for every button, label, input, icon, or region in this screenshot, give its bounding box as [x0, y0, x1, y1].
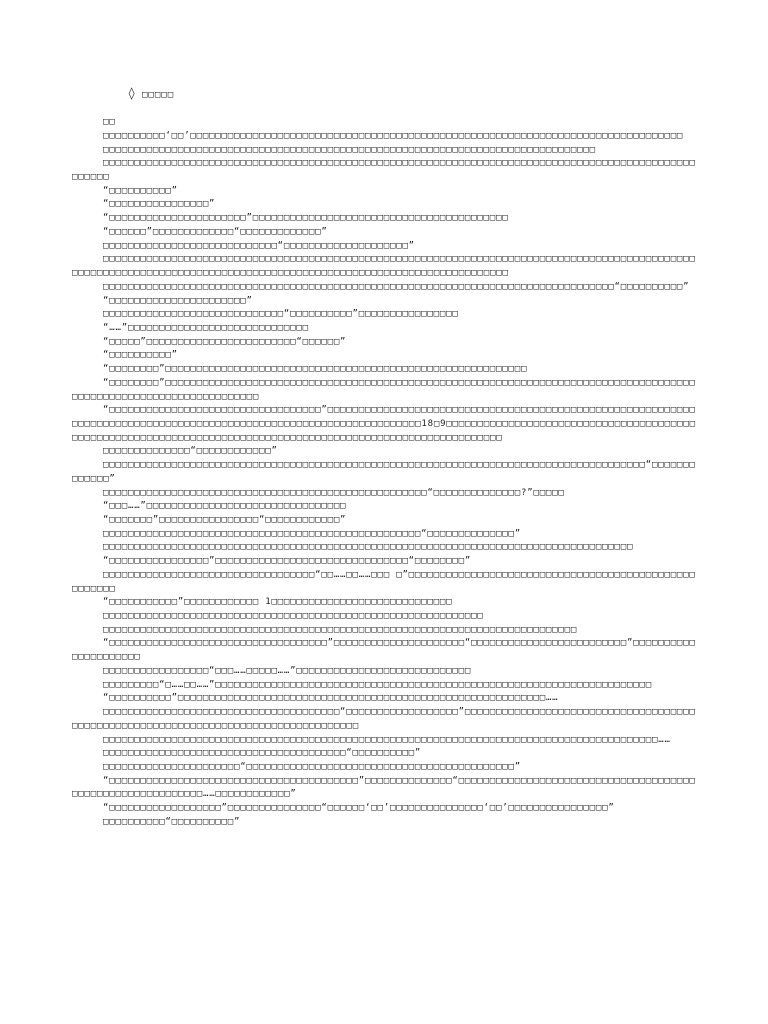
paragraph: □□□□□□□□□□□□□□□□□□□□□□□□□□□□□□□□□□□□□□□□□□□□□□□□□□□□□□□□□□□□□□□□□□□□□□□□□□□□□□□□□□□□□□□□□□□□□□□□□□□□□: [72, 158, 696, 183]
paragraph: □□□□□□□□□□□□□□□□□□□□□□□□□□□□□□□□□□□□□□□□□□□□□□□□□□□□□□□□□□□□□□□□□□□□□□□□□□□□□□□: [103, 144, 596, 155]
paragraph: “□□□□□□□”□□□□□□□□□□□□□□□□“□□□□□□□□□□□□”: [103, 515, 347, 525]
paragraph: □□□□□□□□□□‘□□’□□□□□□□□□□□□□□□□□□□□□□□□□□□□□□□□□□□□□□□□□□□□□□□□□□□□□□□□□□□□□□□□□□□□□□□□□□□□□□□: [103, 130, 684, 141]
paragraph: □□□□□□□□□□□□□□□□□□□□□□□□□□□□□□□□□□□□□□□□□□□□□□□□□□□□□□□□□□□□□□□□□□□□□□□□□□□□□□□□□□□□□□□□□……: [103, 734, 671, 745]
paragraph: □□□□□□□□□□□□□□□□□□□□□□□□□□□□□□□□□□□□□□□□□□□□□□□□□□□□□□□□□□□□□□□□□□□□□□□□□□□□: [103, 624, 578, 635]
diamond-icon: ◊: [127, 85, 137, 100]
paragraph: □□□□□□□□□□□□□□□□□□□□□□□□□□□□□□□□□□□□□□□□□□□□□□□□□□□□“□□□□□□□□□□□□□□?”□□□□□: [103, 487, 565, 498]
paragraph: “□□□□□□□□□□□□□□□□□□□□□□□□□□□□□□□□□□□□□□□□”□□□□□□□□□□□□□□“□□□□□□□□□□□□□□□□□□□□□□□□□□□□□□□□□□□□□□□□□□□□□□□□□□□□□□□□□□□……□□□□□□□□□□□□”: [72, 775, 696, 800]
paragraph: “□□□□□□□□□□□□□□□□□□□□□□”: [103, 295, 253, 306]
paragraph: □□□□□□□□□□□□□□□□□□□□□□□□□□□□□□□□□□□□□□□□□□□□□□□□□□□□□□□□□□□□□□□□□□□□□□□□□□□□□□□□□□“□□□□□□□□□□”: [103, 281, 690, 292]
paragraph: “□□□□□□□□□□□□□□□□”□□□□□□□□□□□□□□□□□□□□□□□□□□□□□□□“□□□□□□□□”: [103, 556, 472, 567]
paragraph: □□: [103, 117, 116, 128]
paragraph: □□□□□□□□□□□□□□“□□□□□□□□□□□□”: [103, 446, 278, 457]
paragraph: □□□□□□□□□□□□□□□□□□□□□□□□□□□□□“□□□□□□□□□□”□□□□□□□□□□□□□□□□: [103, 309, 459, 320]
paragraph-list: [72, 116, 698, 829]
paragraph: □□□□□□□□□“□……□□……”□□□□□□□□□□□□□□□□□□□□□□□□□□□□□□□□□□□□□□□□□□□□□□□□□□□□□□□□□□□□□□□□□□□□□□: [103, 679, 652, 690]
paragraph: “□□□□□□□□□□”: [103, 350, 178, 361]
paragraph: “□□□□□□□□□□”: [103, 185, 178, 196]
paragraph: □□□□□□□□□□□□□□□□□“□□□……□□□□□……”□□□□□□□□□□□□□□□□□□□□□□□□□□□□: [103, 665, 472, 676]
paragraph: “□□□□□”□□□□□□□□□□□□□□□□□□□□□□□□“□□□□□□”: [103, 336, 347, 347]
header-mark: □□□□□: [142, 89, 175, 100]
paragraph: □□□□□□□□□□□□□□□□□□□□□□□□□□□□□□□□□□“□□……□□……□□□ □”□□□□□□□□□□□□□□□□□□□□□□□□□□□□□□□□□□□□□□□□□□□□□□□□□□□□□: [72, 569, 696, 594]
paragraph: “□□□□□□”□□□□□□□□□□□□□“□□□□□□□□□□□□□”: [103, 226, 328, 237]
paragraph: □□□□□□□□□□□□□□□□□□□□□□□□□□□□□□□□□□□□□□□□□□□□□□□□□□□“□□□□□□□□□□□□□□”: [103, 528, 521, 539]
paragraph: □□□□□□□□□□□□□□□□□□□□□□□□□□□□□□□□□□□□□□□□□□□□□□□□□□□□□□□□□□□□□□□□□□□□□□□□□□□□□□□□□□□□□□□□□□□□□□□□□□□□□□□□□□□□□□□□□□□□□□□□□□□□□□□□□□□□□□□□□□□□□□□□□□□□□□□□□□□□□□□□□□□□□: [72, 254, 696, 279]
paragraph: “……”□□□□□□□□□□□□□□□□□□□□□□□□□□□□□: [103, 322, 309, 333]
paragraph: “□□□□□□□□□□□□□□□□□□□□□□□□□□□□□□□□□□□”□□□□□□□□□□□□□□□□□□□□□“□□□□□□□□□□□□□□□□□□□□□□□□□”□□□□□□□□□□□□□□□□□□□□□: [72, 638, 696, 663]
paragraph: “□□□……”□□□□□□□□□□□□□□□□□□□□□□□□□□□□□□□□: [103, 501, 347, 512]
paragraph: “□□□□□□□□□□□□□□□□□□”□□□□□□□□□□□□□□□“□□□□□□‘□□’□□□□□□□□□□□□□□□‘□□’□□□□□□□□□□□□□□□□”: [103, 803, 615, 814]
paragraph: □□□□□□□□□□□□□□□□□□□□□□□□□□□□□□□□□□□□□□□□□□□□□□□□□□□□□□□□□□□□□: [103, 611, 484, 622]
paragraph: □□□□□□□□□□□□□□□□□□□□□□□□□□□□□□□□□□□□□□□□□□□□□□□□□□□□□□□□□□□□□□□□□□□□□□□□□□□□□□□□□□□□□□□“□□□□□□□□□□□□□”: [72, 460, 696, 484]
document-header: [72, 73, 698, 116]
paragraph: □□□□□□□□□□□□□□□□□□□□□□□□□□□□□□□□□□□□□□“□□□□□□□□□□□□□□□□□□”□□□□□□□□□□□□□□□□□□□□□□□□□□□□□□□□□□□□□□□□□□□□□□□□□□□□□□□□□□□□□□□□□□□□□□□□□□□□□□□□□□□: [72, 707, 696, 731]
paragraph: □□□□□□□□□□□□□□□□□□□□□□□□□□□□□□□□□□□□□□□□□□□□□□□□□□□□□□□□□□□□□□□□□□□□□□□□□□□□□□□□□□□□□: [103, 542, 634, 553]
paragraph: □□□□□□□□□□□□□□□□□□□□□□□□□□□□□□□□□□□□□□□“□□□□□□□□□□”: [103, 748, 422, 759]
paragraph: □□□□□□□□□□□□□□□□□□□□□□“□□□□□□□□□□□□□□□□□□□□□□□□□□□□□□□□□□□□□□□□□□□”: [103, 761, 521, 772]
paragraph: “□□□□□□□□□□”□□□□□□□□□□□□□□□□□□□□□□□□□□□□□□□□□□□□□□□□□□□□□□□□□□□□□□□□□□□……: [103, 693, 559, 704]
paragraph: “□□□□□□□□□□□□□□□□□□□□□□”□□□□□□□□□□□□□□□□□□□□□□□□□□□□□□□□□□□□□□□□□: [103, 213, 509, 224]
document-page: [72, 73, 698, 830]
paragraph: “□□□□□□□□□□□”□□□□□□□□□□□□ 1□□□□□□□□□□□□□□□□□□□□□□□□□□□□□: [103, 597, 453, 608]
paragraph: □□□□□□□□□□“□□□□□□□□□□”: [103, 816, 241, 827]
paragraph: “□□□□□□□□□□□□□□□□□□□□□□□□□□□□□□□□□□”□□□□□□□□□□□□□□□□□□□□□□□□□□□□□□□□□□□□□□□□□□□□□□□□□□□□□□□□□□□□□□□□□□□□□□□□□□□□□□□□□□□□□□□□□□□□□□□□□□□□□□□□□□□□□□□□□□□18□9□□□□□□□□□□□□□□□□□□□□□□□□□□□□□□□□□□□□□□□□□□□□□□□□□□□□□□□□□□□□□□□□□□□□□□□□□□□□□□□□□□□□□□□□□□□□□□□□□□□□□□□□□□□□□: [72, 405, 696, 443]
paragraph: “□□□□□□□□”□□□□□□□□□□□□□□□□□□□□□□□□□□□□□□□□□□□□□□□□□□□□□□□□□□□□□□□□□□: [103, 364, 528, 375]
paragraph: “□□□□□□□□□□□□□□□□”: [103, 199, 216, 210]
paragraph: □□□□□□□□□□□□□□□□□□□□□□□□□□□□“□□□□□□□□□□□□□□□□□□□□”: [103, 240, 415, 251]
paragraph: “□□□□□□□□”□□□□□□□□□□□□□□□□□□□□□□□□□□□□□□□□□□□□□□□□□□□□□□□□□□□□□□□□□□□□□□□□□□□□□□□□□□□□□□□□□□□□□□□□□□□□□□□□□□□□□□□□□□□□□□□□□□□: [72, 377, 696, 402]
